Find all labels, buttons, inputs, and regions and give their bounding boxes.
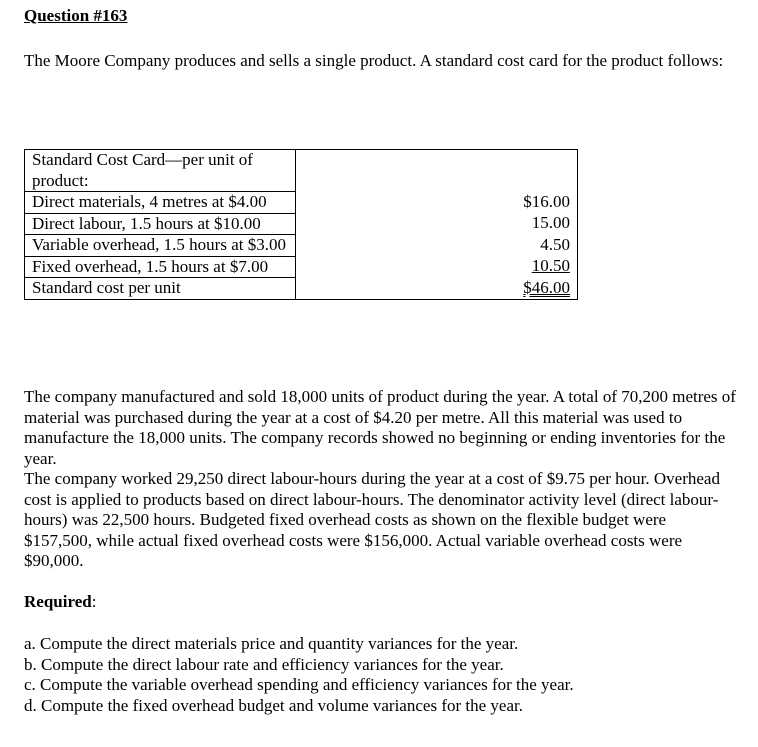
table-row xyxy=(25,150,578,192)
row-value-standard-cost xyxy=(296,278,578,300)
cost-card-header-value xyxy=(296,150,578,192)
table-row xyxy=(25,278,578,300)
value-text: 10.50 xyxy=(531,256,570,275)
row-value-direct-labour xyxy=(296,213,578,235)
question-title: Question #163 xyxy=(24,6,128,25)
value-text: $46.00 xyxy=(523,277,570,297)
table-row xyxy=(25,235,578,257)
value-text: 4.50 xyxy=(540,234,570,254)
list-item: c. Compute the variable overhead spending and efficiency variances for the year. xyxy=(24,675,574,694)
table-row xyxy=(25,256,578,278)
value-text: 15.00 xyxy=(531,213,570,232)
requirements-list xyxy=(24,634,574,716)
table-row xyxy=(25,192,578,214)
row-label-variable-overhead: Variable overhead, 1.5 hours at $3.00 xyxy=(25,235,296,257)
row-value-fixed-overhead xyxy=(296,256,578,278)
list-item: b. Compute the direct labour rate and efficiency variances for the year. xyxy=(24,654,504,674)
row-label-direct-materials: Direct materials, 4 metres at $4.00 xyxy=(25,192,296,214)
required-label: Required xyxy=(24,592,92,611)
required-heading xyxy=(24,592,96,612)
row-label-fixed-overhead: Fixed overhead, 1.5 hours at $7.00 xyxy=(25,256,296,278)
body-paragraph-2: The company worked 29,250 direct labour-hours during the year at a cost of $9.75 per hour. Overhead cost is applied to products based on direct labour-hours. The denominator activity level (direct labour-hours) was 22,500 hours. Budgeted fixed overhead costs as shown on the flexible budget were $157,500, while actual fixed overhead costs were $156,000. Actual variable overhead costs were $90,000. xyxy=(24,469,720,570)
row-label-direct-labour: Direct labour, 1.5 hours at $10.00 xyxy=(25,213,296,235)
row-label-standard-cost: Standard cost per unit xyxy=(25,278,296,300)
list-item: d. Compute the fixed overhead budget and volume variances for the year. xyxy=(24,695,523,715)
intro-paragraph: The Moore Company produces and sells a single product. A standard cost card for the product follows: xyxy=(24,51,724,70)
row-value-variable-overhead xyxy=(296,235,578,257)
value-text: $16.00 xyxy=(523,191,570,211)
row-value-direct-materials xyxy=(296,192,578,214)
cost-card-header: Standard Cost Card—per unit of product: xyxy=(25,150,296,192)
required-colon: : xyxy=(91,592,97,611)
body-paragraph-1: The company manufactured and sold 18,000 units of product during the year. A total of 70,200 metres of material was purchased during the year at a cost of $4.20 per metre. All this material was used to manufacture the 18,000 units. The company records showed no beginning or ending inventories for the year. xyxy=(24,387,736,468)
table-row xyxy=(25,213,578,235)
standard-cost-card-table xyxy=(24,149,578,300)
list-item: a. Compute the direct materials price and quantity variances for the year. xyxy=(24,634,519,653)
